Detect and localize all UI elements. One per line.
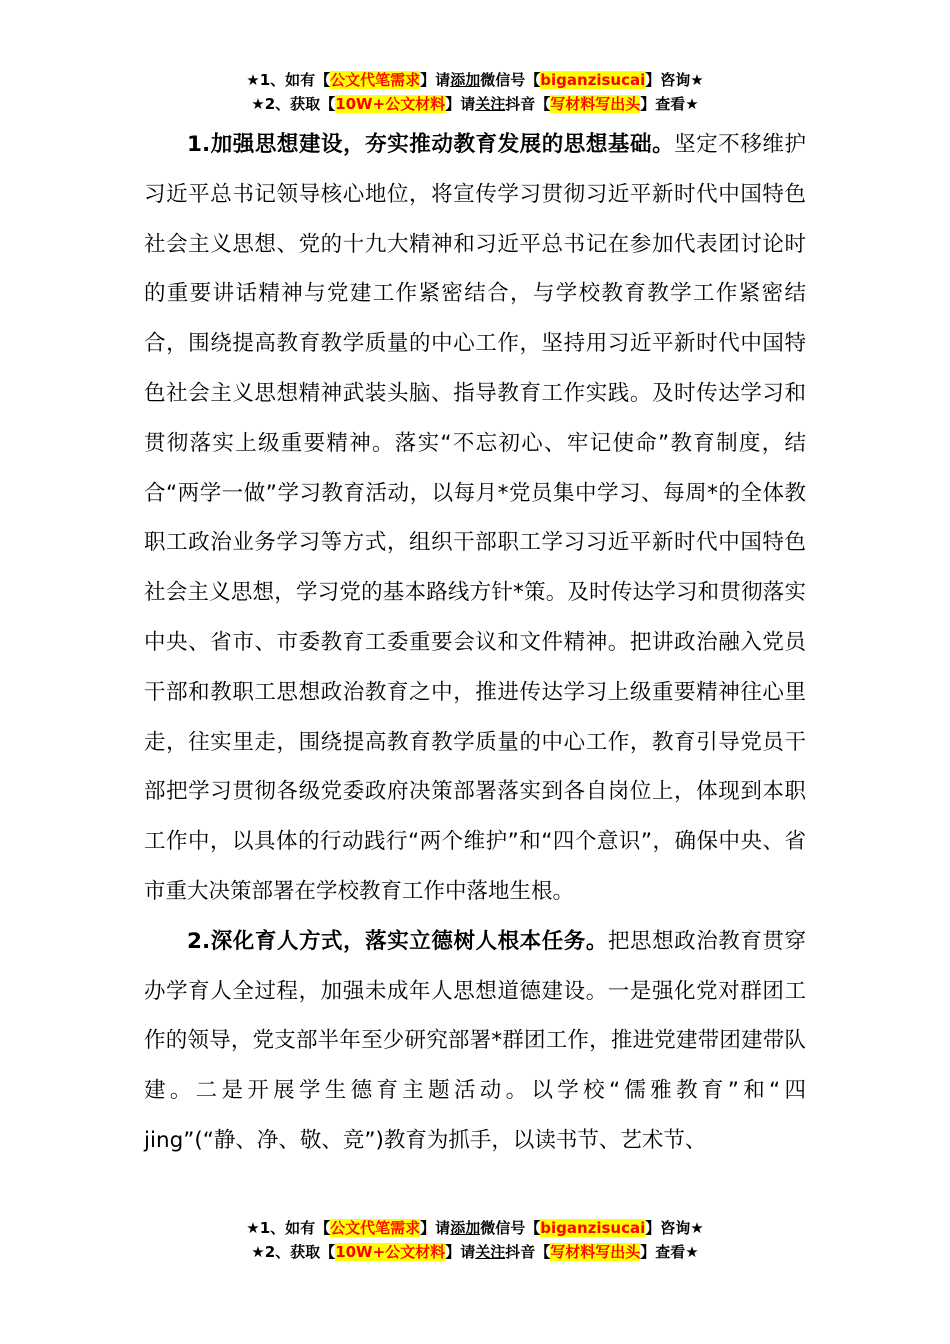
- banner-highlight-wechat-id: biganzisucai: [540, 71, 646, 89]
- banner-text: ★2、获取【: [251, 1243, 336, 1261]
- banner-highlight: 公文代笔需求: [330, 1219, 421, 1237]
- header-banner: [0, 68, 950, 116]
- paragraph-heading: 2.深化育人方式，落实立德树人根本任务。: [187, 928, 608, 954]
- banner-line-1: [0, 1216, 950, 1240]
- banner-underlined-text: 添加: [450, 71, 481, 89]
- banner-line-2: [0, 1240, 950, 1264]
- banner-line-1: [0, 68, 950, 92]
- banner-highlight: 公文代笔需求: [330, 71, 421, 89]
- paragraph-heading: 1.加强思想建设，夯实推动教育发展的思想基础。: [187, 132, 675, 157]
- banner-text: ★1、如有【: [246, 71, 331, 89]
- paragraph-1: [144, 120, 806, 917]
- banner-highlight: 10W+公文材料: [335, 95, 446, 113]
- banner-text: ★1、如有【: [246, 1219, 331, 1237]
- banner-highlight-douyin-id: 写材料写出头: [550, 95, 641, 113]
- banner-text: 】请: [445, 1243, 476, 1261]
- banner-text: 微信号【: [480, 1219, 541, 1237]
- banner-underlined-text: 关注: [475, 1243, 506, 1261]
- paragraph-text: 坚定不移维护习近平总书记领导核心地位，将宣传学习贯彻习近平新时代中国特色社会主义思想、党的十九大精神和习近平总书记在参加代表团讨论时的重要讲话精神与党建工作紧密结合，与学校教育教学工作紧密结合，围绕提高教育教学质量的中心工作，坚持用习近平新时代中国特色社会主义思想精神武装头脑、指导教育工作实践。及时传达学习和贯彻落实上级重要精神。落实“不忘初心、牢记使命”教育制度，结合“两学一做”学习教育活动，以每月*党员集中学习、每周*的全体教职工政治业务学习等方式，组织干部职工学习习近平新时代中国特色社会主义思想，学习党的基本路线方针*策。及时传达学习和贯彻落实中央、省市、市委教育工委重要会议和文件精神。把讲政治融入党员干部和教职工思想政治教育之中，推进传达学习上级重要精神往心里走，往实里走，围绕提高教育教学质量的中心工作，教育引导党员干部把学习贯彻各级党委政府决策部署落实到各自岗位上，体现到本职工作中，以具体的行动践行“两个维护”和“四个意识”，确保中央、省市重大决策部署在学校教育工作中落地生根。: [144, 132, 806, 904]
- footer-banner: [0, 1216, 950, 1264]
- banner-highlight-douyin-id: 写材料写出头: [550, 1243, 641, 1261]
- banner-text: 微信号【: [480, 71, 541, 89]
- banner-underlined-text: 关注: [475, 95, 506, 113]
- banner-text: 】咨询★: [645, 71, 704, 89]
- banner-text: 】咨询★: [645, 1219, 704, 1237]
- banner-text: 】查看★: [640, 1243, 699, 1261]
- banner-highlight-wechat-id: biganzisucai: [540, 1219, 646, 1237]
- banner-text: 】查看★: [640, 95, 699, 113]
- document-body: [144, 120, 806, 1166]
- banner-line-2: [0, 92, 950, 116]
- banner-text: 】请: [420, 71, 451, 89]
- banner-text: 抖音【: [505, 95, 551, 113]
- banner-text: ★2、获取【: [251, 95, 336, 113]
- banner-text: 】请: [445, 95, 476, 113]
- paragraph-2: [144, 917, 806, 1166]
- banner-text: 抖音【: [505, 1243, 551, 1261]
- paragraph-text: 把思想政治教育贯穿办学育人全过程，加强未成年人思想道德建设。一是强化党对群团工作的领导，党支部半年至少研究部署*群团工作，推进党建带团建带队建。二是开展学生德育主题活动。以学校“儒雅教育”和“四jing”(“静、净、敬、竞”)教育为抓手，以读书节、艺术节、: [144, 928, 806, 1153]
- banner-underlined-text: 添加: [450, 1219, 481, 1237]
- banner-highlight: 10W+公文材料: [335, 1243, 446, 1261]
- banner-text: 】请: [420, 1219, 451, 1237]
